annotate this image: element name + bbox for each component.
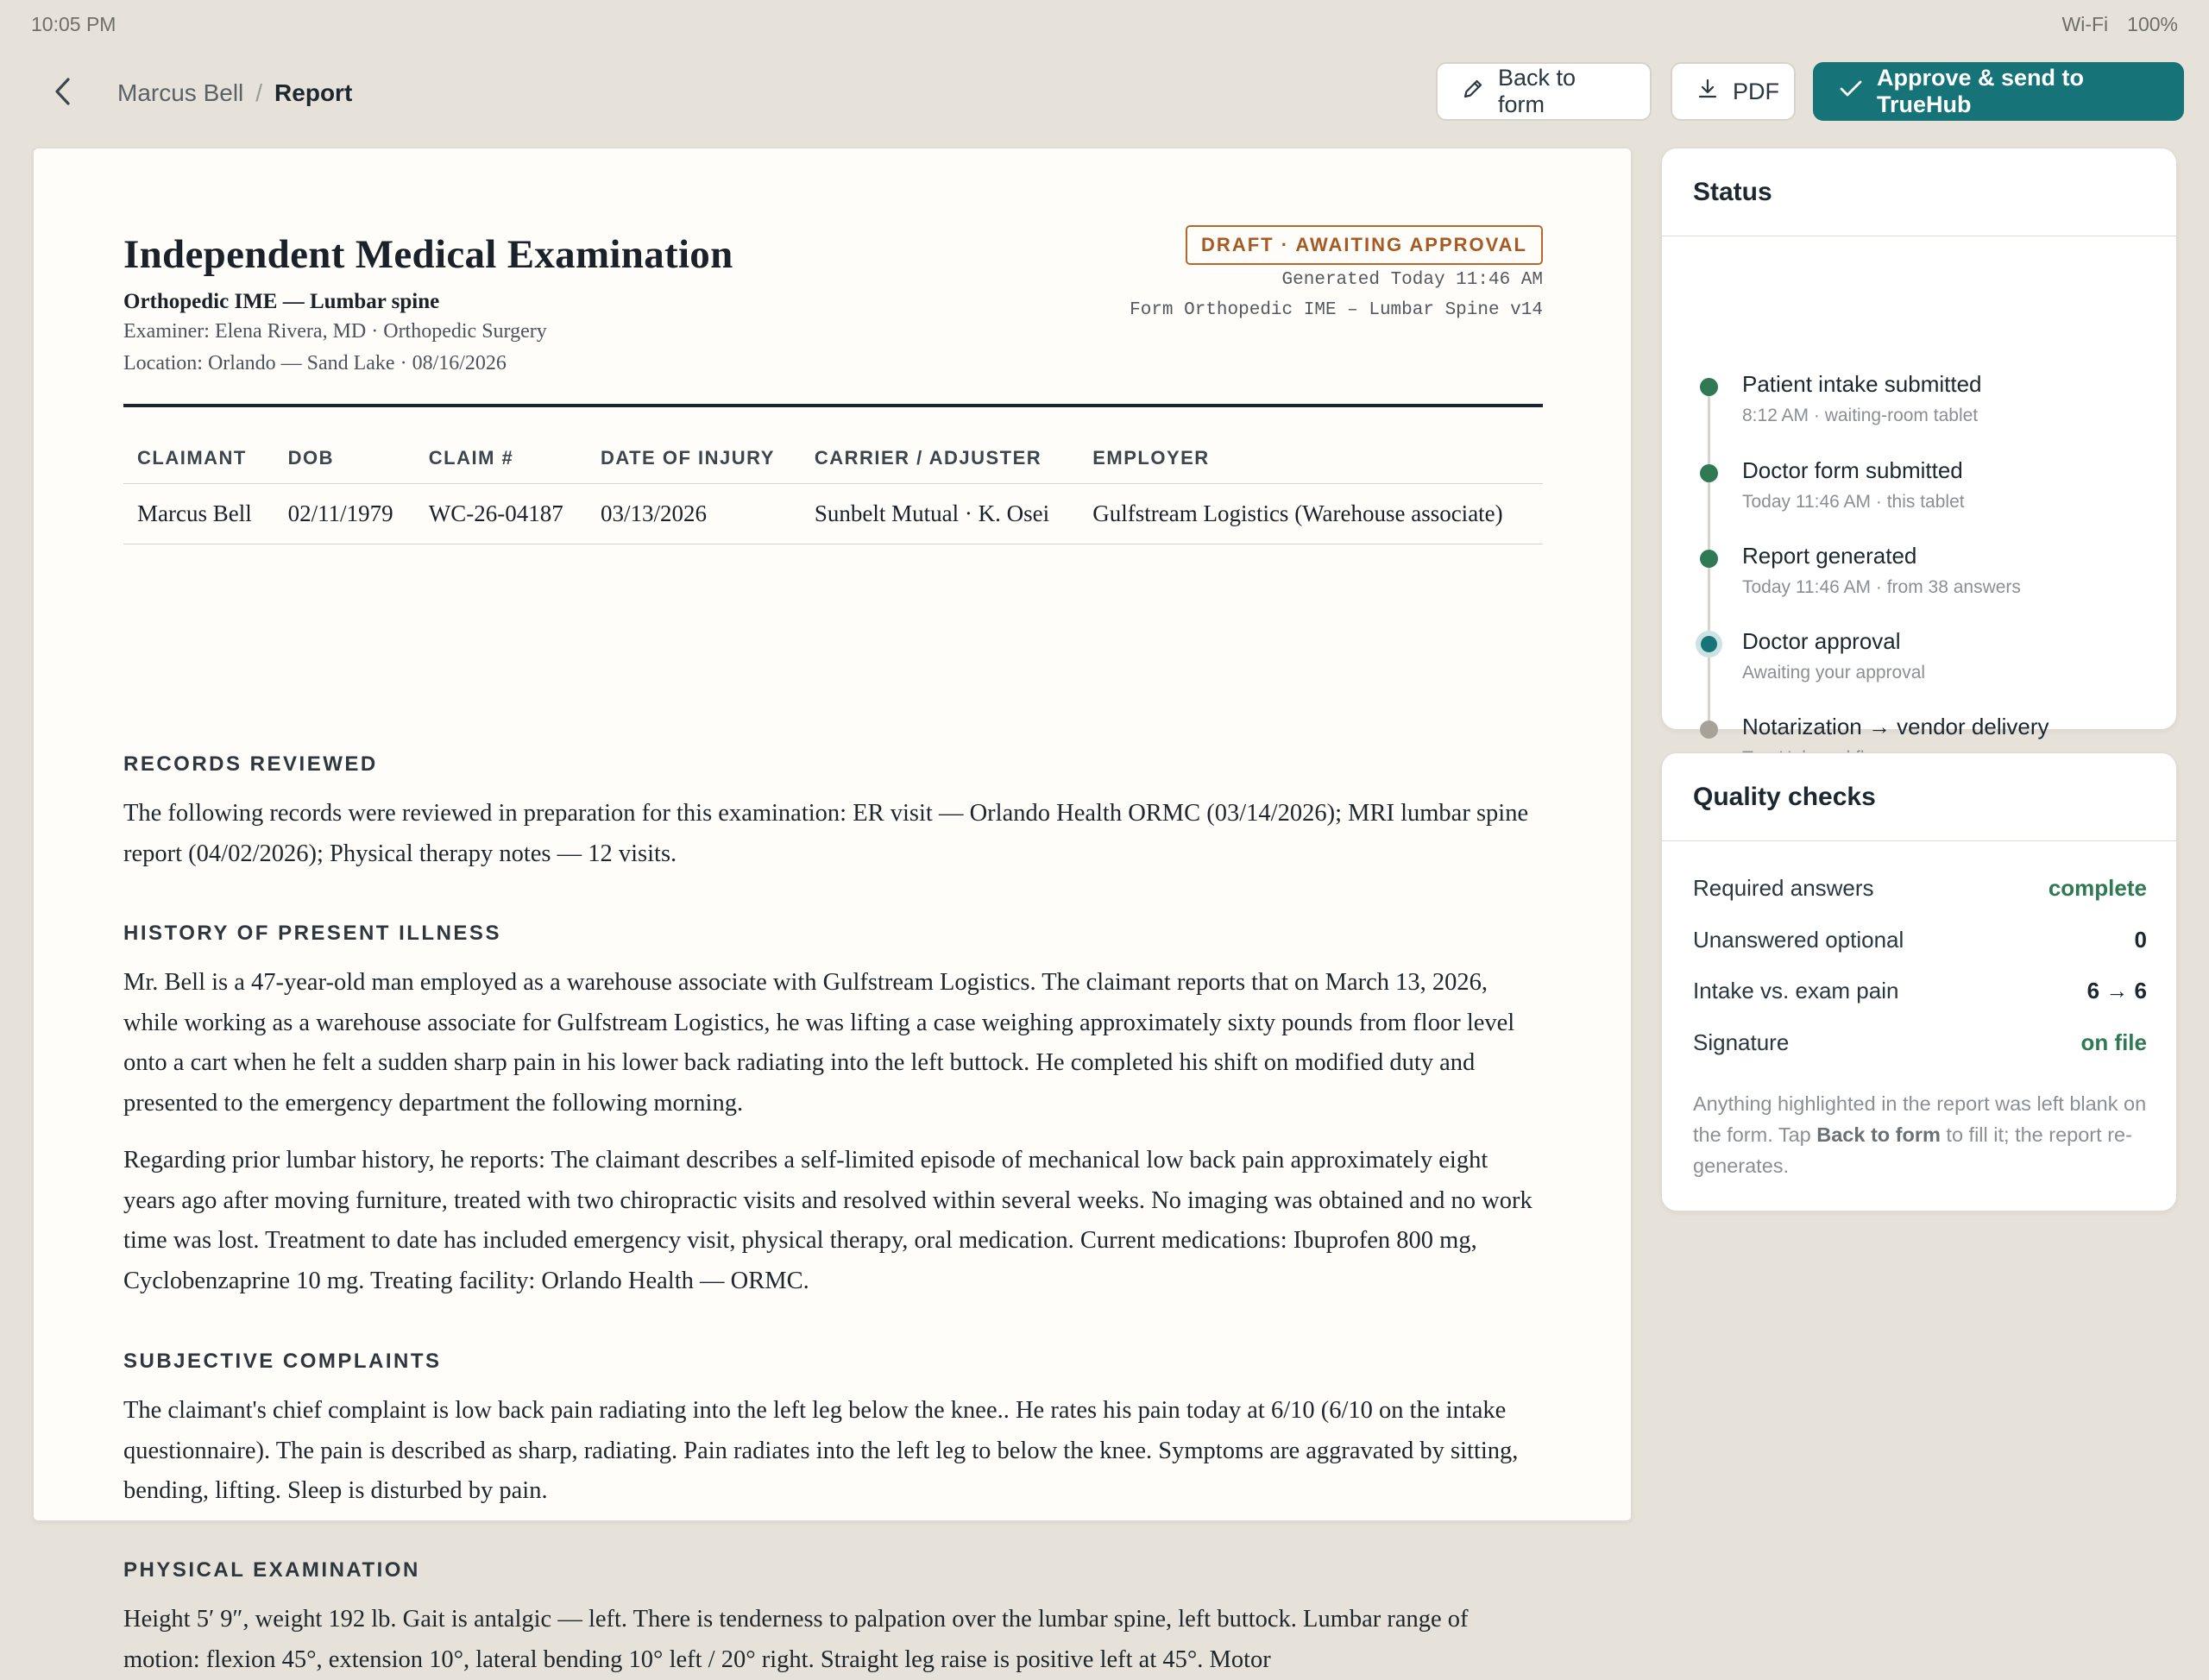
step-done-dot (1700, 550, 1718, 568)
step-label: Doctor approval (1742, 628, 1901, 654)
system-status-bar (0, 0, 2209, 50)
report-subtitle: Orthopedic IME — Lumbar spine (123, 290, 440, 313)
step-label: Report generated (1742, 543, 1917, 569)
step-detail: Today 11:46 AM · this tablet (1742, 492, 1965, 512)
table-header-row (123, 433, 1543, 483)
form-version: Form Orthopedic IME – Lumbar Spine v14 (1130, 300, 1543, 320)
qc-label: Signature (1693, 1029, 1790, 1055)
step-current-dot (1701, 636, 1717, 652)
subjective-text: The claimant's chief complaint is low back pain radiating into the left leg below the knee.. He rates his pain today at 6/10 (6/10 on the intake questionnaire). The pain is described as sharp, radiating. Pain radiates into the left leg to below the knee. Symptoms are aggravated by sitting, bending, lifting. Sleep is disturbed by pain. (123, 1397, 1519, 1504)
quality-panel-title: Quality checks (1662, 753, 2176, 841)
report-examiner: Examiner: Elena Rivera, MD · Orthopedic Surgery (123, 320, 547, 343)
breadcrumb-separator: / (255, 79, 263, 106)
hpi-paragraph-2: Regarding prior lumbar history, he reports: The claimant describes a self-limited episode of mechanical low back pain approximately eight years ago after moving furniture, treated with two chiropractic visits and resolved within several weeks. No imaging was obtained and no work time was lost. Treatment to date has included emergency visit, physical therapy, oral medication. Current medications: Ibuprofen 800 mg, Cyclobenzaprine 10 mg. Treating facility: Orlando Health — ORMC. (123, 1147, 1532, 1294)
qc-note-text: Anything highlighted in the report was left blank on the form. Tap (1693, 1092, 2147, 1146)
step-detail: Today 11:46 AM · from 38 answers (1742, 577, 2021, 597)
employer-cell: Gulfstream Logistics (Warehouse associate) (1079, 483, 1543, 544)
breadcrumb-current: Report (274, 79, 353, 106)
physical-exam-heading: PHYSICAL EXAMINATION (123, 1558, 420, 1582)
step-detail: 8:12 AM · waiting-room tablet (1742, 406, 1979, 425)
pencil-icon (1462, 78, 1484, 106)
back-to-form-button[interactable] (1436, 62, 1652, 121)
column-header: CLAIM # (415, 433, 587, 483)
quality-checks-panel (1661, 752, 2177, 1211)
chevron-left-icon[interactable] (45, 74, 79, 109)
column-header: DATE OF INJURY (587, 433, 801, 483)
qc-note-text: to fill it; the report re-generates. (1693, 1123, 2132, 1177)
breadcrumb (117, 79, 352, 107)
pdf-label: PDF (1733, 78, 1779, 104)
qc-label: Unanswered optional (1693, 927, 1904, 953)
pdf-download-button[interactable] (1671, 62, 1796, 121)
qc-value: 6 → 6 (2086, 978, 2147, 1004)
top-bar (0, 50, 2209, 136)
claimant-cell: Marcus Bell (123, 483, 274, 544)
report-document[interactable] (33, 148, 1632, 1673)
records-reviewed-heading: RECORDS REVIEWED (123, 752, 378, 776)
subjective-heading: SUBJECTIVE COMPLAINTS (123, 1350, 442, 1373)
injury-date-cell: 03/13/2026 (587, 483, 801, 544)
hpi-paragraph-1: Mr. Bell is a 47-year-old man employed as a warehouse associate with Gulfstream Logistics. The claimant reports that on March 13, 2026, while working as a warehouse associate for Gulfstream Logistics, he was lifting a case weighing approximately sixty pounds from floor level onto a cart when he felt a sudden sharp pain in his lower back radiating into the left buttock. He completed his shift on modified duty and presented to the emergency department the following morning. (123, 969, 1515, 1117)
step-done-dot (1700, 378, 1718, 396)
approve-send-label: Approve & send to TrueHub (1877, 65, 2085, 117)
table-row (123, 483, 1543, 544)
hpi-heading: HISTORY OF PRESENT ILLNESS (123, 922, 501, 945)
clock: 10:05 PM (31, 13, 116, 35)
title-divider (123, 404, 1543, 407)
step-label: Patient intake submitted (1742, 371, 1982, 397)
status-panel-title: Status (1662, 148, 2176, 236)
step-label: Doctor form submitted (1742, 457, 1963, 483)
carrier-cell: Sunbelt Mutual · K. Osei (801, 483, 1079, 544)
dob-cell: 02/11/1979 (274, 483, 415, 544)
qc-label: Intake vs. exam pain (1693, 978, 1899, 1004)
column-header: CLAIMANT (123, 433, 274, 483)
physical-exam-text: Height 5′ 9″, weight 192 lb. Gait is antalgic — left. There is tenderness to palpation over the lumbar spine, left buttock. Lumbar range of motion: flexion 45°, extension 10°, lateral bending 10° left / 20° right. Straight leg raise is positive left at 45°. Motor (123, 1606, 1469, 1673)
qc-help-note (1693, 1088, 2147, 1181)
draft-status-badge: DRAFT · AWAITING APPROVAL (1186, 225, 1543, 265)
claim-number-cell: WC-26-04187 (415, 483, 587, 544)
claim-info-table (123, 433, 1543, 544)
download-icon (1696, 78, 1719, 106)
step-detail: Awaiting your approval (1742, 663, 1926, 683)
qc-label: Required answers (1693, 875, 1874, 901)
report-location: Location: Orlando — Sand Lake · 08/16/2026 (123, 352, 507, 374)
column-header: CARRIER / ADJUSTER (801, 433, 1079, 483)
check-icon (1839, 78, 1863, 106)
back-to-form-label: Back to form (1498, 65, 1577, 117)
wifi-indicator: Wi-Fi (2061, 13, 2109, 35)
generated-timestamp: Generated Today 11:46 AM (1281, 270, 1543, 290)
column-header: DOB (274, 433, 415, 483)
report-title: Independent Medical Examination (123, 232, 733, 277)
step-label: Notarization → vendor delivery (1742, 714, 2049, 739)
status-panel (1661, 148, 2177, 739)
breadcrumb-patient-link[interactable]: Marcus Bell (117, 79, 244, 106)
approve-send-button[interactable] (1813, 62, 2184, 121)
column-header: EMPLOYER (1079, 433, 1543, 483)
qc-value: 0 (2134, 927, 2147, 953)
qc-value: complete (2048, 875, 2147, 901)
step-pending-dot (1700, 720, 1718, 739)
records-reviewed-text: The following records were reviewed in preparation for this examination: ER visit — Orlando Health ORMC (03/14/2026); MRI lumbar spine report (04/02/2026); Physical therapy notes — 12 visits. (123, 800, 1529, 867)
step-done-dot (1700, 464, 1718, 482)
qc-value: on file (2080, 1029, 2147, 1055)
qc-note-back-to-form-link[interactable]: Back to form (1816, 1123, 1941, 1146)
battery-indicator: 100% (2127, 13, 2178, 35)
